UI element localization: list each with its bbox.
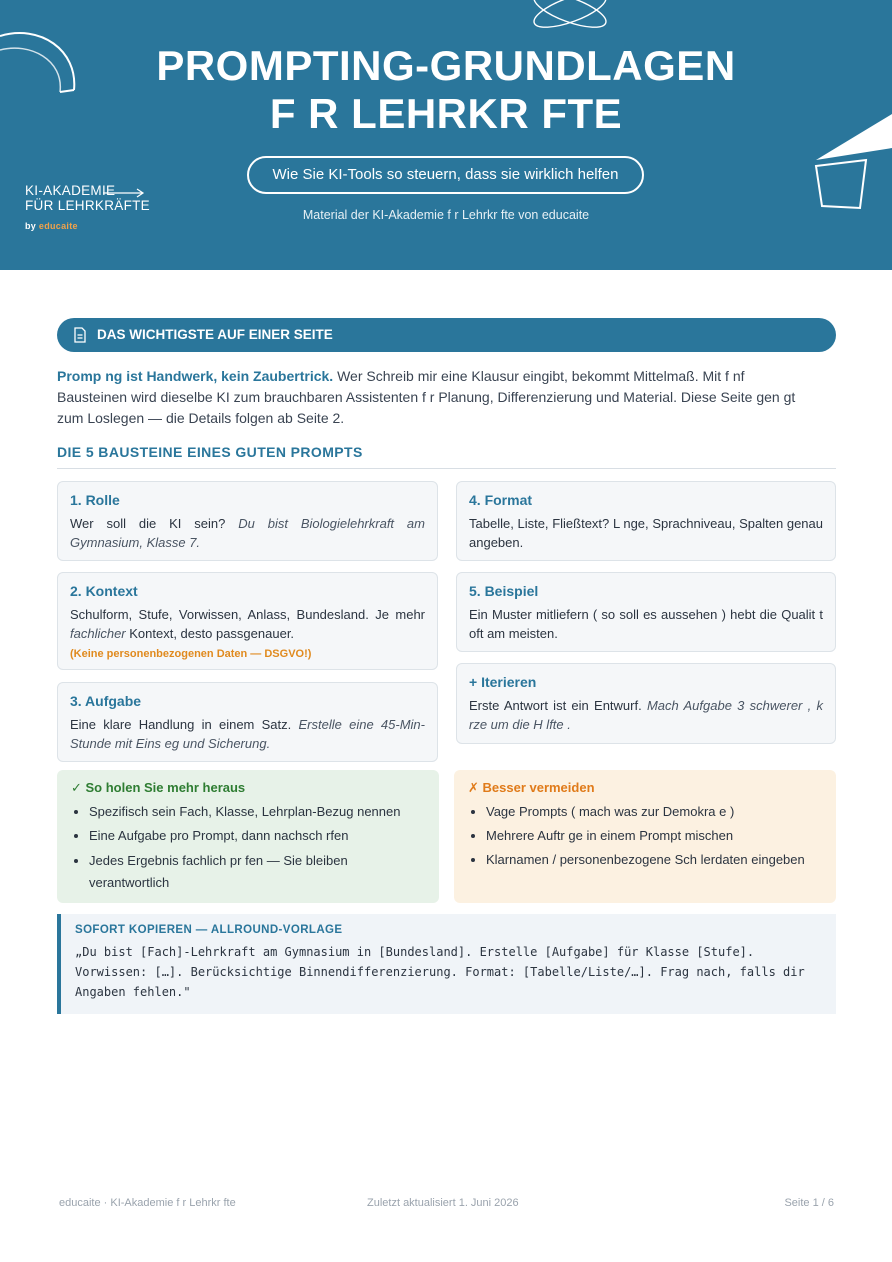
page-title-line1: PROMPTING-GRUNDLAGEN xyxy=(156,42,736,89)
document-icon xyxy=(72,327,88,343)
list-item: • Vage Prompts ( mach was zur Demokra e ) xyxy=(486,800,822,824)
card-aufgabe-example: Erstelle eine 45-Min-Stunde mit Eins eg und Sicherung. xyxy=(70,717,425,751)
tips-bad-box xyxy=(454,770,836,903)
card-rolle xyxy=(57,481,438,561)
copy-template-heading: SOFORT KOPIEREN — ALLROUND-VORLAGE xyxy=(75,924,343,936)
card-iterieren-text: Erste Antwort ist ein Entwurf. xyxy=(469,698,647,713)
footer-page-number: Seite 1 / 6 xyxy=(784,1197,834,1209)
footer-left: educaite · KI-Akademie f r Lehrkr fte xyxy=(59,1197,236,1209)
card-rolle-title: 1. Rolle xyxy=(70,492,120,508)
card-iterieren-title: + Iterieren xyxy=(469,674,537,690)
tips-bad-list xyxy=(468,800,822,872)
card-iterieren-body xyxy=(469,696,823,734)
card-format-title: 4. Format xyxy=(469,492,533,508)
card-beispiel-body: Ein Muster mitliefern ( so soll es aussehen ) hebt die Qualit t oft am meisten. xyxy=(469,607,823,641)
logo-line1: KI-AKADEMIE xyxy=(25,183,116,198)
card-rolle-body xyxy=(70,514,425,552)
copy-template-text[interactable]: „Du bist [Fach]-Lehrkraft am Gymnasium in [Bundesland]. Erstelle [Aufgabe] für Klasse [Stufe]. Vorwissen: […]. Berücksichtige Binnendifferenzierung. Format: [Tabelle/Liste/…]. Frag nach, falls dir Angaben fehlen." xyxy=(75,945,805,999)
card-format xyxy=(456,481,836,561)
copy-template-box xyxy=(57,914,836,1014)
tips-good-title: ✓ So holen Sie mehr heraus xyxy=(71,780,246,795)
card-beispiel xyxy=(456,572,836,652)
footer-updated: Zuletzt aktualisiert 1. Juni 2026 xyxy=(367,1197,519,1209)
card-rolle-example: Du bist Biologielehrkraft am Gymnasium, Klasse 7. xyxy=(70,516,425,550)
card-aufgabe xyxy=(57,682,438,762)
card-kontext-title: 2. Kontext xyxy=(70,583,138,599)
section-bar xyxy=(57,318,836,352)
decorative-orbit-icon xyxy=(525,0,615,36)
card-kontext-warning: (Keine personenbezogenen Daten — DSGVO!) xyxy=(70,648,312,660)
list-item: • Eine Aufgabe pro Prompt, dann nachsch rfen xyxy=(89,824,425,848)
card-aufgabe-title: 3. Aufgabe xyxy=(70,693,142,709)
intro-paragraph xyxy=(57,366,802,429)
section-title: DAS WICHTIGSTE AUF EINER SEITE xyxy=(97,327,333,342)
card-kontext-em: fachlicher xyxy=(70,626,126,641)
list-item: • Spezifisch sein Fach, Klasse, Lehrplan-Bezug nennen xyxy=(89,800,425,824)
logo-line2: FÜR LEHRKRÄFTE xyxy=(25,198,150,213)
logo-byline xyxy=(25,219,150,234)
intro-lead: Promp ng ist Handwerk, kein Zaubertrick. xyxy=(57,368,334,384)
page-title-line2: F R LEHRKR FTE xyxy=(269,90,623,137)
list-item: • Mehrere Auftr ge in einem Prompt mischen xyxy=(486,824,822,848)
card-kontext-text2: Kontext, desto passgenauer. xyxy=(125,626,295,641)
list-item: • Klarnamen / personenbezogene Sch lerdaten eingeben xyxy=(486,848,822,872)
card-aufgabe-text: Eine klare Handlung in einem Satz. xyxy=(70,717,299,732)
card-kontext xyxy=(57,572,438,670)
logo-by-text: by xyxy=(25,221,39,231)
header-banner xyxy=(0,0,892,270)
card-format-body: Tabelle, Liste, Fließtext? L nge, Sprachniveau, Spalten genau angeben. xyxy=(469,516,823,550)
tips-good-list xyxy=(71,800,425,894)
list-item: • Jedes Ergebnis fachlich pr fen — Sie bleiben verantwortlich xyxy=(89,850,425,894)
subtitle-pill: Wie Sie KI-Tools so steuern, dass sie wirklich helfen xyxy=(247,156,644,194)
card-iterieren-example: Mach Aufgabe 3 schwerer , k rze um die H lfte . xyxy=(469,698,823,732)
card-aufgabe-body xyxy=(70,715,425,753)
card-kontext-text: Schulform, Stufe, Vorwissen, Anlass, Bundesland. Je mehr xyxy=(70,607,425,622)
card-rolle-text: Wer soll die KI sein? xyxy=(70,516,239,531)
akademie-logo xyxy=(25,183,150,234)
card-beispiel-title: 5. Beispiel xyxy=(469,583,539,599)
material-credit: Material der KI-Akademie f r Lehrkr fte von educaite xyxy=(302,208,590,222)
tips-bad-title: ✗ Besser vermeiden xyxy=(468,780,595,795)
logo-brand: educaite xyxy=(38,221,78,231)
intro-text: Wer Schreib mir eine Klausur eingibt, bekommt Mittelmaß. Mit f nf Bausteinen wird dieselbe KI zum brauchbaren Assistenten f r Planung, Differenzierung und Material. Diese Seite gen gt zum Loslegen — die Details folgen ab Seite 2. xyxy=(57,368,796,426)
logo-arrow-icon xyxy=(103,188,147,198)
card-iterieren xyxy=(456,663,836,744)
card-kontext-body xyxy=(70,605,425,664)
bausteine-heading: DIE 5 BAUSTEINE EINES GUTEN PROMPTS xyxy=(57,444,836,469)
tips-good-box xyxy=(57,770,439,903)
